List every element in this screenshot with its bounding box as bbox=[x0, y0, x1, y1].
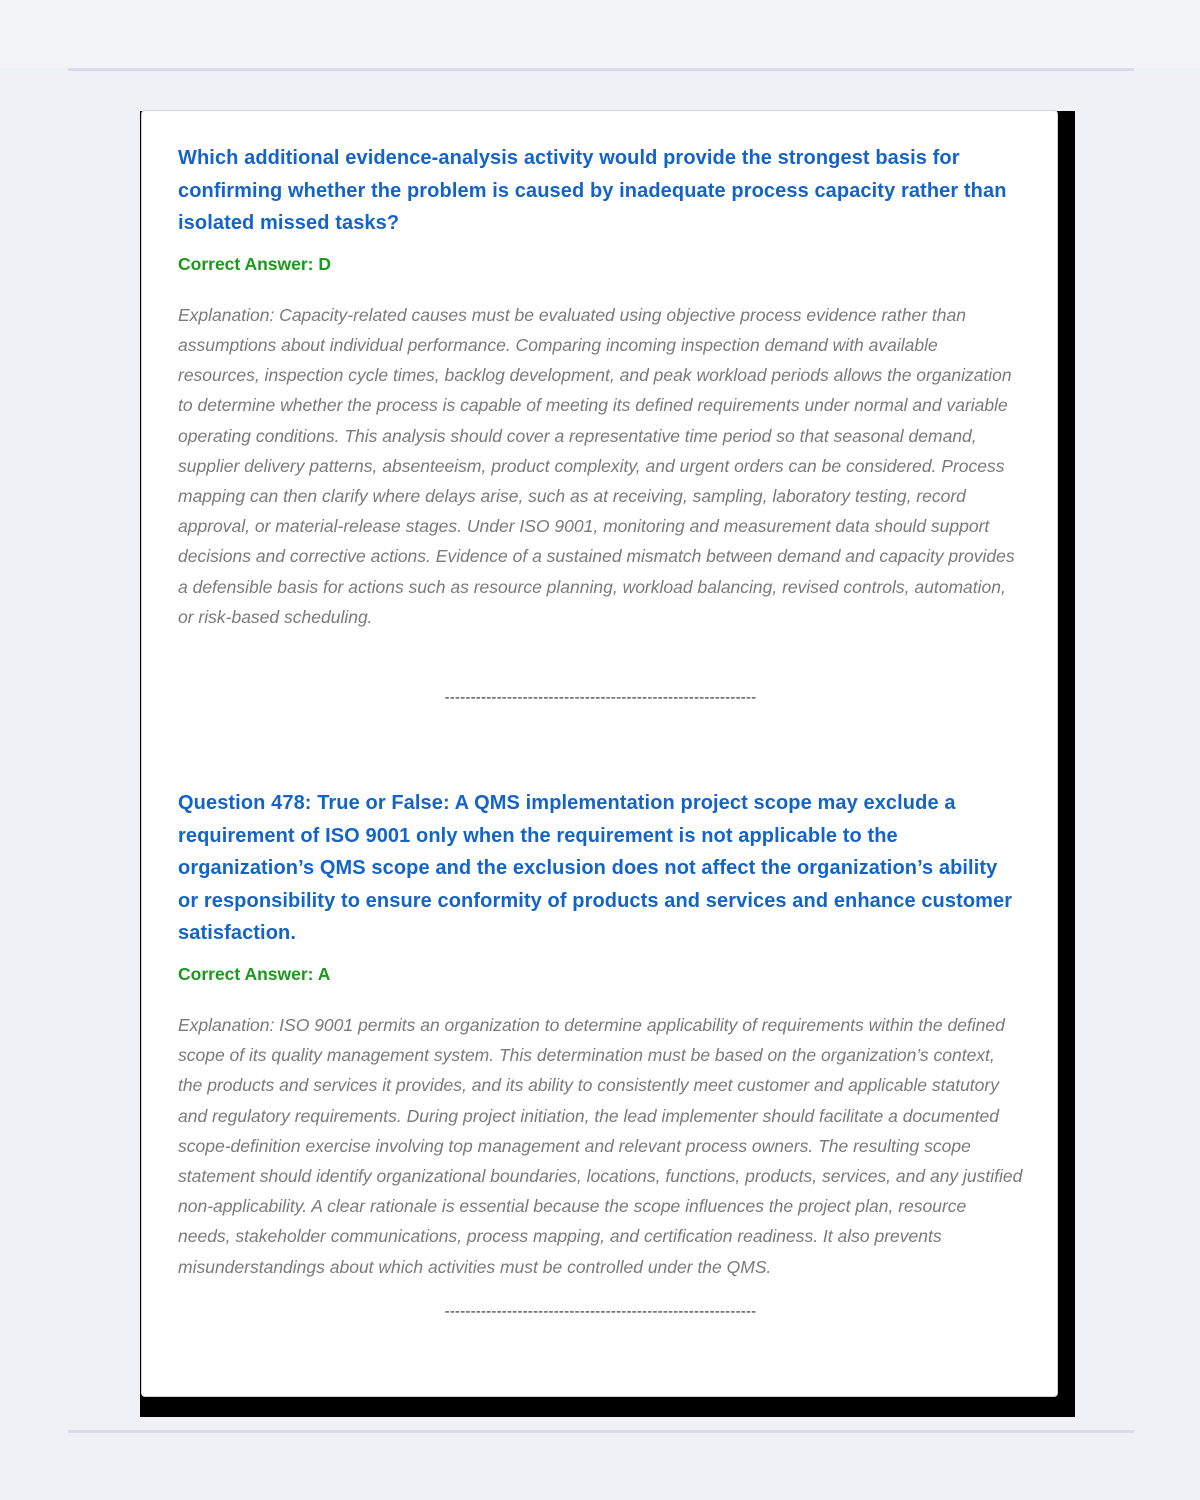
question-block-2 bbox=[178, 787, 1023, 1282]
separator-line: ------------------------------------------------------------ bbox=[444, 689, 757, 706]
bottom-divider bbox=[68, 1430, 1134, 1433]
correct-answer: Correct Answer: D bbox=[178, 253, 331, 274]
separator-line: ------------------------------------------------------------ bbox=[444, 1303, 757, 1320]
question-text: Which additional evidence-analysis activity would provide the strongest basis for confirming whether the problem is caused by inadequate process capacity rather than isolated missed tasks? bbox=[178, 147, 1007, 235]
viewer-top-band bbox=[0, 0, 1200, 68]
explanation-text: Explanation: Capacity-related causes must be evaluated using objective process evidence rather than assumptions about individual performance. Comparing incoming inspection demand with available resources, inspection cycle times, backlog development, and peak workload periods allows the organization to determine whether the process is capable of meeting its defined requirements under normal and variable operating conditions. This analysis should cover a representative time period so that seasonal demand, supplier delivery patterns, absenteeism, product complexity, and urgent orders can be considered. Process mapping can then clarify where delays arise, such as at receiving, sampling, laboratory testing, record approval, or material-release stages. Under ISO 9001, monitoring and measurement data should support decisions and corrective actions. Evidence of a sustained mismatch between demand and capacity provides a defensible basis for actions such as resource planning, workload balancing, revised controls, automation, or risk-based scheduling. bbox=[178, 304, 1015, 627]
question-text: Question 478: True or False: A QMS implementation project scope may exclude a requirement of ISO 9001 only when the requirement is not applicable to the organization’s QMS scope and the exclusion does not affect the organization’s ability or responsibility to ensure conformity of products and services and enhance customer satisfaction. bbox=[178, 792, 1013, 945]
explanation-text: Explanation: ISO 9001 permits an organization to determine applicability of requirements within the defined scope of its quality management system. This determination must be based on the organization’s context, the products and services it provides, and its ability to consistently meet customer and applicable statutory and regulatory requirements. During project initiation, the lead implementer should facilitate a documented scope-definition exercise involving top management and relevant process owners. The resulting scope statement should identify organizational boundaries, locations, functions, products, services, and any justified non-applicability. A clear rationale is essential because the scope influences the project plan, resource needs, stakeholder communications, process mapping, and certification readiness. It also prevents misunderstandings about which activities must be controlled under the QMS. bbox=[178, 1014, 1023, 1277]
question-block-1 bbox=[178, 142, 1023, 632]
correct-answer: Correct Answer: A bbox=[178, 963, 331, 984]
top-divider bbox=[68, 68, 1134, 71]
document-page bbox=[141, 110, 1058, 1397]
